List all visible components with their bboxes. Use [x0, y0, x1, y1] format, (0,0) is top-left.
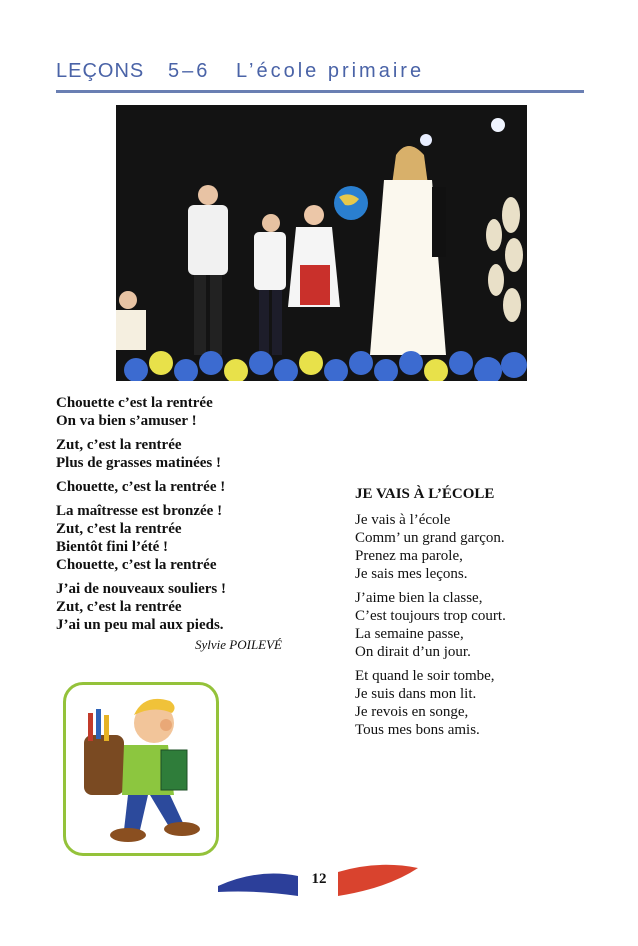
poem-line: J’ai un peu mal aux pieds.: [56, 617, 224, 633]
poem-title: JE VAIS À L’ÉCOLE: [355, 486, 495, 502]
schoolboy-illustration: [63, 682, 219, 856]
poem-line: Zut, c’est la rentrée: [56, 437, 182, 453]
poem-line: Chouette c’est la rentrée: [56, 395, 213, 411]
poem-line: J’ai de nouveaux souliers !: [56, 581, 227, 597]
poem-line: Tous mes bons amis.: [355, 722, 480, 738]
stanza: [355, 667, 595, 739]
poem-je-vais-a-lecole: [355, 485, 595, 745]
page-number: 12: [311, 871, 327, 887]
poem-chouette: [56, 394, 326, 660]
poem-line: Et quand le soir tombe,: [355, 668, 495, 684]
poem-line: Je sais mes leçons.: [355, 566, 468, 582]
poem-line: On dirait d’un jour.: [355, 644, 471, 660]
poem-line: On va bien s’amuser !: [56, 413, 197, 429]
stage-photo: [116, 105, 527, 381]
poem-line: Chouette, c’est la rentrée: [56, 557, 217, 573]
schoolboy-drawing: [66, 685, 216, 853]
poem-line: Je vais à l’école: [355, 512, 451, 528]
page-header: [56, 60, 584, 93]
lesson-numbers: 5–6: [168, 60, 211, 82]
stanza: [56, 436, 326, 472]
poem-line: Je suis dans mon lit.: [355, 686, 477, 702]
poem-line: Plus de grasses matinées !: [56, 455, 221, 471]
stanza: [56, 580, 326, 654]
poem-line: Comm’ un grand garçon.: [355, 530, 505, 546]
stanza: [56, 394, 326, 430]
stanza: [355, 589, 595, 661]
poem-author: Sylvie POILEVÉ: [195, 637, 282, 652]
poem-line: Bientôt fini l’été !: [56, 539, 169, 555]
poem-line: J’aime bien la classe,: [355, 590, 483, 606]
section-title: LEÇONS: [56, 60, 145, 82]
poem-line: Zut, c’est la rentrée: [56, 599, 182, 615]
poem-line: Chouette, c’est la rentrée !: [56, 479, 226, 495]
poem-line: La maîtresse est bronzée !: [56, 503, 223, 519]
stanza: [355, 511, 595, 583]
stanza: [56, 478, 326, 496]
lesson-subtitle: L’école primaire: [236, 60, 425, 82]
poem-line: C’est toujours trop court.: [355, 608, 506, 624]
stanza: [56, 502, 326, 574]
poem-line: Je revois en songe,: [355, 704, 469, 720]
poem-line: Zut, c’est la rentrée: [56, 521, 182, 537]
poem-line: La semaine passe,: [355, 626, 464, 642]
poem-line: Prenez ma parole,: [355, 548, 463, 564]
children-singing-illustration: [116, 105, 527, 381]
